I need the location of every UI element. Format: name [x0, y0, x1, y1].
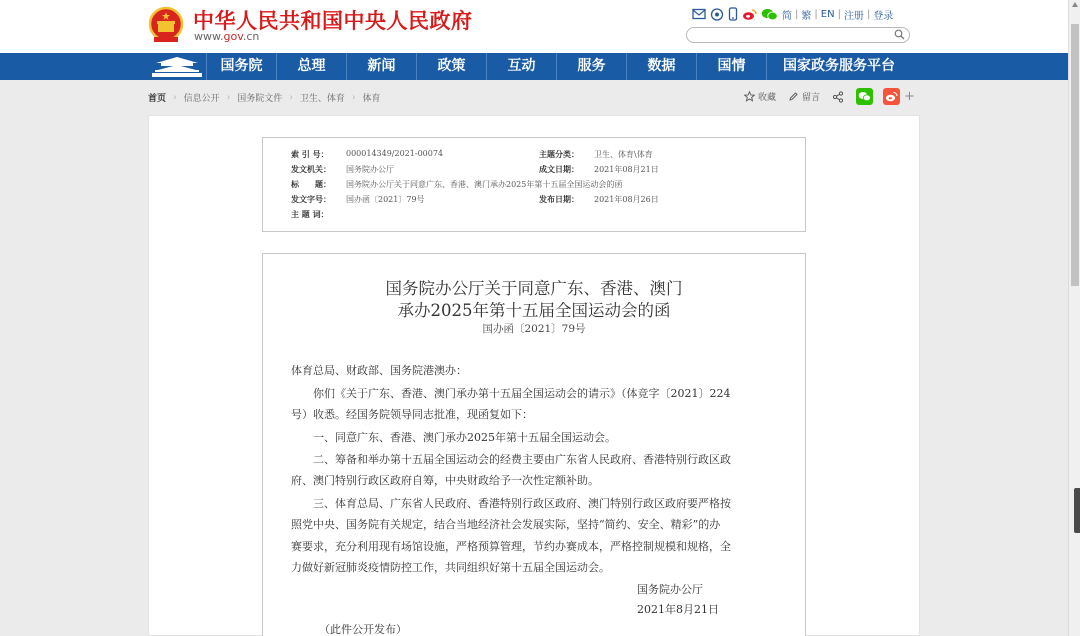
category-value: 卫生、体育\体育: [594, 150, 653, 159]
category-label: 主题分类：: [539, 149, 579, 159]
lang-en-link[interactable]: EN: [820, 8, 835, 20]
tools-divider: |: [866, 8, 871, 20]
chevron-right-icon: ›: [289, 92, 293, 103]
written-date-label: 成文日期：: [539, 164, 579, 174]
star-icon: [744, 91, 755, 102]
share-icon: [832, 91, 844, 103]
message-icon[interactable]: [710, 8, 724, 21]
publish-date-label: 发布日期：: [539, 194, 579, 204]
breadcrumb: [148, 91, 381, 104]
breadcrumb-health-sports[interactable]: 卫生、体育: [299, 94, 345, 104]
tools-divider: |: [795, 8, 799, 20]
more-share-icon[interactable]: +: [904, 89, 915, 104]
document-sign-date: 2021年8月21日: [637, 603, 719, 616]
wechat-icon[interactable]: [761, 8, 778, 21]
title-value: 国务院办公厅关于同意广东、香港、澳门承办2025年第十五届全国运动会的函: [346, 180, 623, 189]
tiananmen-logo-icon[interactable]: [148, 53, 206, 80]
nav-item-data[interactable]: 数据: [626, 53, 696, 80]
document-number: 国办函〔2021〕79号: [482, 323, 586, 335]
breadcrumb-sports[interactable]: 体育: [362, 94, 381, 104]
doc-number-value: 国办函〔2021〕79号: [346, 195, 425, 204]
nav-item-national-info[interactable]: 国情: [696, 53, 766, 80]
comment-button[interactable]: [788, 90, 820, 103]
document-signature: 国务院办公厅: [637, 583, 703, 596]
document-paragraph-line: 二、筹备和举办第十五届全国运动会的经费主要由广东省人民政府、香港特别行政区政: [291, 453, 731, 466]
breadcrumb-state-council-docs[interactable]: 国务院文件: [237, 94, 283, 104]
chevron-right-icon: ›: [173, 92, 177, 103]
mobile-icon[interactable]: [728, 7, 738, 21]
document-paragraph-line: 府、澳门特别行政区政府自筹，中央财政给予一次性定额补助。: [291, 474, 599, 487]
issuer-value: 国务院办公厅: [346, 165, 394, 174]
tools-divider: |: [837, 8, 841, 20]
weibo-share-button[interactable]: [883, 88, 900, 105]
weibo-icon[interactable]: [742, 8, 757, 21]
keywords-label: 主 题 词：: [291, 209, 329, 219]
document-paragraph-line: 一、同意广东、香港、澳门承办2025年第十五届全国运动会。: [291, 431, 616, 444]
document-title-line-1: 国务院办公厅关于同意广东、香港、澳门: [385, 279, 683, 298]
nav-item-gov-service-platform[interactable]: 国家政务服务平台: [766, 53, 911, 80]
favorite-label: 收藏: [758, 93, 777, 103]
nav-item-interaction[interactable]: 互动: [486, 53, 556, 80]
document-paragraph-line: 你们《关于广东、香港、澳门承办第十五届全国运动会的请示》（体竞字〔2021〕224: [291, 387, 731, 400]
nav-item-state-council[interactable]: 国务院: [206, 53, 276, 80]
search-icon[interactable]: [894, 29, 905, 40]
page-actions: [744, 88, 915, 105]
site-title[interactable]: 中华人民共和国中央人民政府: [193, 9, 473, 33]
document-publication-note: （此件公开发布）: [319, 623, 407, 636]
favorite-button[interactable]: [744, 90, 776, 103]
side-feedback-tab[interactable]: [1074, 488, 1080, 533]
register-link[interactable]: 注册: [843, 10, 864, 22]
scrollbar-thumb[interactable]: [1071, 24, 1079, 286]
site-url-brand: gov: [223, 30, 243, 43]
title-label: 标 题：: [291, 179, 331, 189]
nav-item-policy[interactable]: 政策: [416, 53, 486, 80]
nav-item-premier[interactable]: 总理: [276, 53, 346, 80]
login-link[interactable]: 登录: [873, 10, 894, 22]
comment-label: 留言: [802, 93, 821, 103]
chevron-right-icon: ›: [351, 92, 356, 103]
weibo-icon: [885, 91, 898, 102]
written-date-value: 2021年08月21日: [594, 165, 659, 174]
site-url-suffix: .cn: [242, 30, 260, 43]
share-button[interactable]: [832, 91, 844, 103]
document-title-line-2: 承办2025年第十五届全国运动会的函: [397, 301, 671, 320]
nav-item-services[interactable]: 服务: [556, 53, 626, 80]
mail-icon[interactable]: [692, 8, 706, 20]
pencil-icon: [788, 91, 799, 102]
index-label: 索 引 号：: [291, 149, 329, 159]
search-input[interactable]: [686, 27, 910, 43]
site-url-prefix: www.: [194, 30, 224, 43]
document-body: [262, 253, 806, 636]
header-tools: [692, 7, 893, 21]
document-metadata: [262, 137, 806, 232]
national-emblem-icon[interactable]: [148, 6, 184, 44]
publish-date-value: 2021年08月26日: [594, 195, 659, 204]
document-paragraph-line: 赛要求，充分利用现有场馆设施，严格预算管理，节约办赛成本，严格控制规模和规格，全: [291, 540, 731, 553]
issuer-label: 发文机关：: [291, 164, 331, 174]
main-nav: [0, 53, 1068, 80]
tools-divider: |: [814, 8, 818, 20]
document-paragraph-line: 三、体育总局、广东省人民政府、香港特别行政区政府、澳门特别行政区政府要严格按: [291, 497, 731, 510]
breadcrumb-home[interactable]: 首页: [148, 94, 167, 104]
site-url[interactable]: [194, 30, 259, 43]
wechat-share-button[interactable]: [856, 88, 873, 105]
scroll-up-icon[interactable]: [1072, 2, 1078, 7]
breadcrumb-info-disclosure[interactable]: 信息公开: [183, 94, 220, 104]
document-paragraph-line: 照党中央、国务院有关规定，结合当地经济社会发展实际，坚持“简约、安全、精彩”的办: [291, 518, 721, 531]
chevron-right-icon: ›: [226, 92, 231, 103]
wechat-icon: [858, 91, 871, 102]
nav-item-news[interactable]: 新闻: [346, 53, 416, 80]
document-paragraph-line: 力做好新冠肺炎疫情防控工作，共同组织好第十五届全国运动会。: [291, 561, 610, 574]
document-paragraph-line: 号）收悉。经国务院领导同志批准，现函复如下：: [291, 408, 533, 421]
site-header: [0, 0, 1068, 53]
lang-simplified-link[interactable]: 简: [782, 10, 792, 22]
index-value: 000014349/2021-00074: [346, 149, 444, 158]
lang-traditional-link[interactable]: 繁: [801, 10, 812, 22]
doc-number-label: 发文字号：: [291, 194, 331, 204]
document-paragraph-line: 体育总局、财政部、国务院港澳办：: [291, 364, 467, 377]
page-scrollbar[interactable]: [1068, 0, 1080, 636]
